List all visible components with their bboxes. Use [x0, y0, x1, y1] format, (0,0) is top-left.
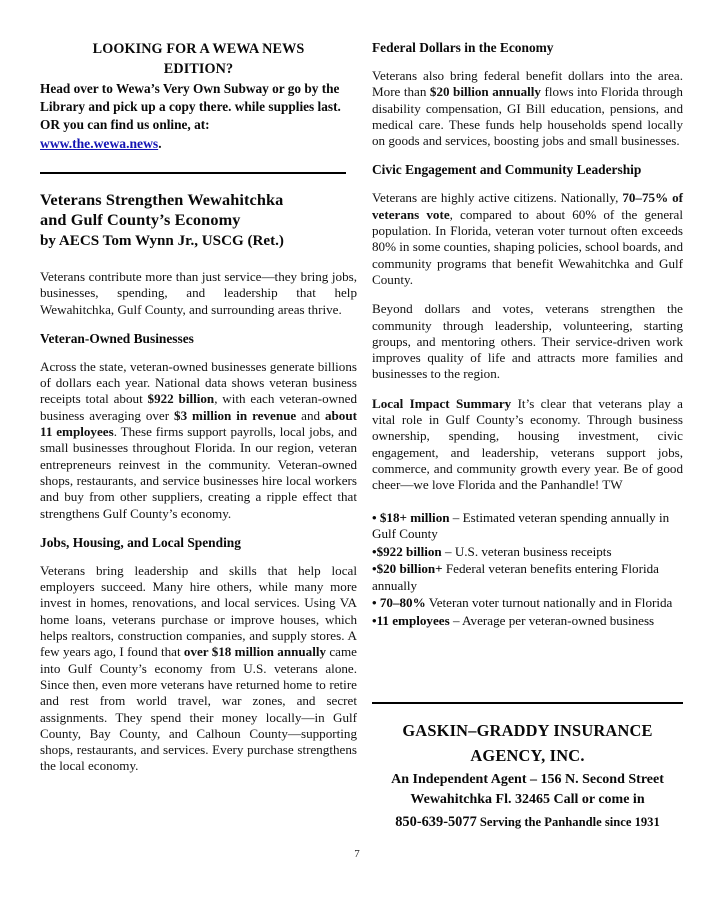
article-lede: Veterans contribute more than just service—they bring jobs, businesses, spending, and leadership that help Wewahitchka, Gulf County, and surrounding areas thrive. — [40, 269, 357, 317]
bullet-desc: Federal veteran benefits entering Florida annually — [372, 561, 659, 593]
ad-city-line: Wewahitchka Fl. 32465 Call or come in — [410, 792, 645, 807]
article-headline-line2: and Gulf County’s Economy — [40, 210, 241, 230]
ad-address-line: An Independent Agent – 156 N. Second Street — [391, 772, 664, 787]
bullet-term: • $18+ million — [372, 509, 450, 525]
section-heading-jobs-housing-local-spending: Jobs, Housing, and Local Spending — [40, 534, 241, 550]
impact-bullet-list — [372, 510, 683, 630]
promo-body — [40, 80, 357, 153]
section-paragraph-civic-engagement-2: Beyond dollars and votes, veterans strengthen the community through leadership, volunteering, starting groups, and mentoring others. Their service-driven work improves quality of life and attracts more families and businesses to the region. — [372, 301, 683, 382]
promo-box — [40, 40, 357, 153]
ad-tagline: Serving the Panhandle since 1931 — [476, 815, 660, 829]
ad-company-name-line1: GASKIN–GRADDY INSURANCE — [402, 721, 653, 740]
list-item — [372, 595, 683, 612]
ad-phone-number[interactable]: 850-639-5077 — [395, 814, 477, 830]
section-heading-federal-dollars: Federal Dollars in the Economy — [372, 40, 554, 55]
section-paragraph-jobs-housing-local-spending: Veterans bring leadership and skills that help local employers succeed. Many hire others, while many more invest in homes, renovations, and local services. Using VA home loans, veterans purchase or improve houses, which helps realtors, construction companies, and supply stores. A few years ago, I found that over $18 million annually came into Gulf County’s economy from U.S. veterans alone. Since then, even more veterans have returned home to retire and rest from world travel, war zones, and secret assignments. They spend their money locally—in Gulf County, Bay County, and Calhoun County—supporting shops, restaurants, and services. Every purchase strengthens the local economy. — [40, 562, 357, 774]
wewa-news-link[interactable]: www.the.wewa.news — [40, 135, 159, 151]
promo-title-line2: EDITION? — [163, 61, 234, 77]
local-impact-summary-text: It’s clear that veterans play a vital role in Gulf County’s economy. Through business ownership, spending, housing investment, civic engagement, and leadership, veterans support jobs, commerce, and community growth every year. Be of good cheer—we love Florida and the Panhandle! TW — [372, 395, 683, 493]
list-item — [372, 561, 683, 594]
bullet-term: •$922 billion — [372, 543, 442, 559]
promo-title-line1: LOOKING FOR A WEWA NEWS — [92, 41, 305, 57]
bullet-desc: – U.S. veteran business receipts — [441, 543, 612, 559]
local-impact-summary — [372, 396, 683, 494]
list-item — [372, 613, 683, 630]
bullet-desc: – Estimated veteran spending annually in Gulf County — [372, 509, 670, 542]
divider-left-column — [40, 172, 346, 174]
ad-company-name-line2: AGENCY, INC. — [470, 746, 585, 765]
section-paragraph-veteran-owned-businesses: Across the state, veteran-owned businesses generate billions of dollars each year. National data shows veteran business receipts total about $922 billion, with each veteran-owned business averaging over $3 million in revenue and about 11 employees. These firms support payrolls, local jobs, and small businesses throughout Florida. In our region, veteran entrepreneurs reinvest in the community. Veteran-owned shops, restaurants, and service businesses hire local workers and buy from other suppliers, creating a ripple effect that strengthens Gulf County’s economy. — [40, 358, 357, 521]
ad-contact-line — [372, 812, 683, 832]
left-column-flow — [40, 269, 357, 775]
bullet-desc: Veteran voter turnout nationally and in Florida — [425, 595, 673, 611]
bullet-term: •$20 billion+ — [372, 561, 443, 577]
list-item — [372, 510, 683, 543]
section-heading-veteran-owned-businesses: Veteran-Owned Businesses — [40, 330, 194, 346]
divider-above-advertisement — [372, 702, 683, 704]
section-paragraph-civic-engagement-1: Veterans are highly active citizens. Nationally, 70–75% of veterans vote, compared to about 60% of the general population. In Florida, veteran voter turnout often exceeds 80% in some counties, shaping policies, school boards, and community programs that benefit Wewahitchka and Gulf County. — [372, 190, 683, 287]
bullet-term: •11 employees — [372, 612, 450, 628]
promo-link-tail: . — [158, 135, 162, 151]
article-byline: by AECS Tom Wynn Jr., USCG (Ret.) — [40, 232, 284, 249]
promo-body-text: Head over to Wewa’s Very Own Subway or go by the Library and pick up a copy there. while supplies last. OR you can find us online, at: — [40, 81, 341, 133]
local-impact-summary-lead-in: Local Impact Summary — [372, 395, 512, 411]
list-item — [372, 544, 683, 561]
article-headline-line1: Veterans Strengthen Wewahitchka — [40, 190, 284, 209]
article-headline-block — [40, 190, 360, 251]
section-heading-civic-engagement: Civic Engagement and Community Leadership — [372, 162, 642, 178]
right-column-flow — [372, 40, 683, 630]
bullet-desc: – Average per veteran-owned business — [449, 612, 655, 628]
bullet-term: • 70–80% — [372, 595, 426, 611]
insurance-advertisement — [372, 718, 683, 832]
page-number: 7 — [354, 848, 360, 860]
section-paragraph-federal-dollars: Veterans also bring federal benefit dollars into the area. More than $20 billion annually flows into Florida through disability compensation, GI Bill education, pensions, and medical care. These funds help households spend locally on goods and services, boosting jobs and small businesses. — [372, 68, 683, 149]
